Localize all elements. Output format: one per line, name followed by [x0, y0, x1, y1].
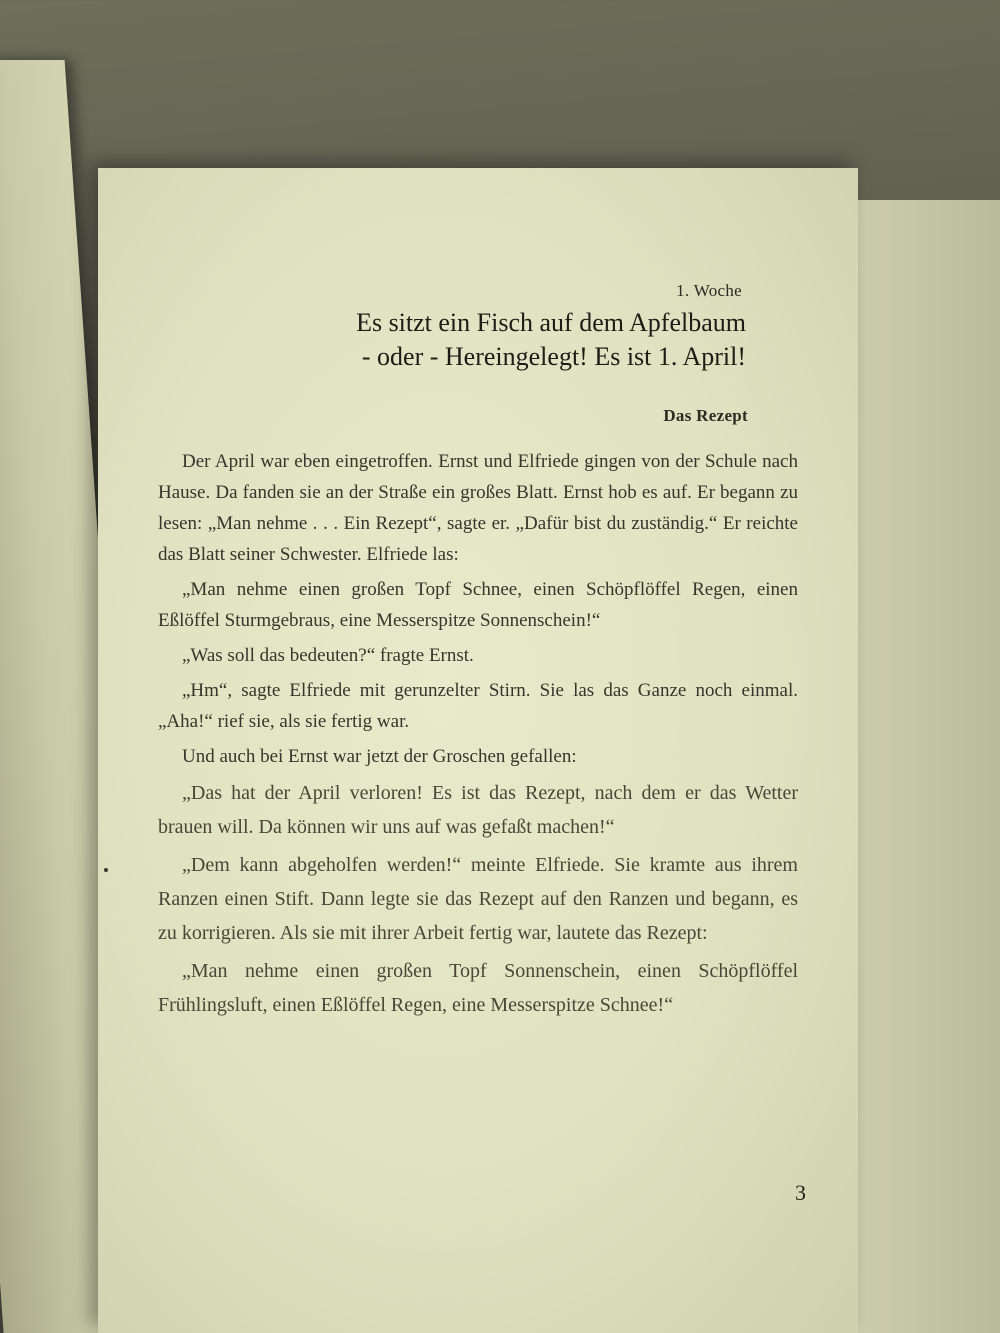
story-text — [158, 446, 798, 1026]
chapter-title-line-2: - oder - Hereingelegt! Es ist 1. April! — [361, 342, 746, 371]
chapter-title-line-1: Es sitzt ein Fisch auf dem Apfelbaum — [356, 308, 746, 337]
week-label: 1. Woche — [676, 281, 742, 300]
paragraph: „Was soll das bedeuten?“ fragte Ernst. — [182, 645, 474, 666]
paragraph: „Hm“, sagte Elfriede mit gerunzelter Stirn. Sie las das Ganze noch einmal. „Aha!“ rief sie, als sie fertig war. — [158, 680, 798, 732]
section-title: Das Rezept — [663, 406, 748, 425]
book-cover-edge — [840, 200, 1000, 1333]
book-page — [98, 168, 858, 1333]
margin-mark — [104, 868, 108, 872]
paragraph: „Das hat der April verloren! Es ist das Rezept, nach dem er das Wetter brauen will. Da können wir uns auf was gefaßt machen!“ — [158, 782, 798, 838]
paragraph: Der April war eben eingetroffen. Ernst und Elfriede gingen von der Schule nach Hause. Da fanden sie an der Straße ein großes Blatt. Ernst hob es auf. Er begann zu lesen: „Man nehme . . . Ein Rezept“, sagte er. „Dafür bist du zuständig.“ Er reichte das Blatt seiner Schwester. Elfriede las: — [158, 451, 798, 565]
paragraph: „Dem kann abgeholfen werden!“ meinte Elfriede. Sie kramte aus ihrem Ranzen einen Stift. Dann legte sie das Rezept auf den Ranzen und begann, es zu korrigieren. Als sie mit ihrer Arbeit fertig war, lautete das Rezept: — [158, 854, 798, 944]
page-number: 3 — [795, 1180, 806, 1205]
paragraph: Und auch bei Ernst war jetzt der Groschen gefallen: — [182, 746, 577, 767]
chapter-title — [186, 306, 746, 374]
page-content — [98, 168, 858, 1333]
paragraph: „Man nehme einen großen Topf Sonnenschein, einen Schöpflöffel Frühlingsluft, einen Eßlöffel Regen, eine Messerspitze Schnee!“ — [158, 960, 798, 1016]
paragraph: „Man nehme einen großen Topf Schnee, einen Schöpflöffel Regen, einen Eßlöffel Sturmgebraus, eine Messerspitze Sonnenschein!“ — [158, 579, 798, 631]
